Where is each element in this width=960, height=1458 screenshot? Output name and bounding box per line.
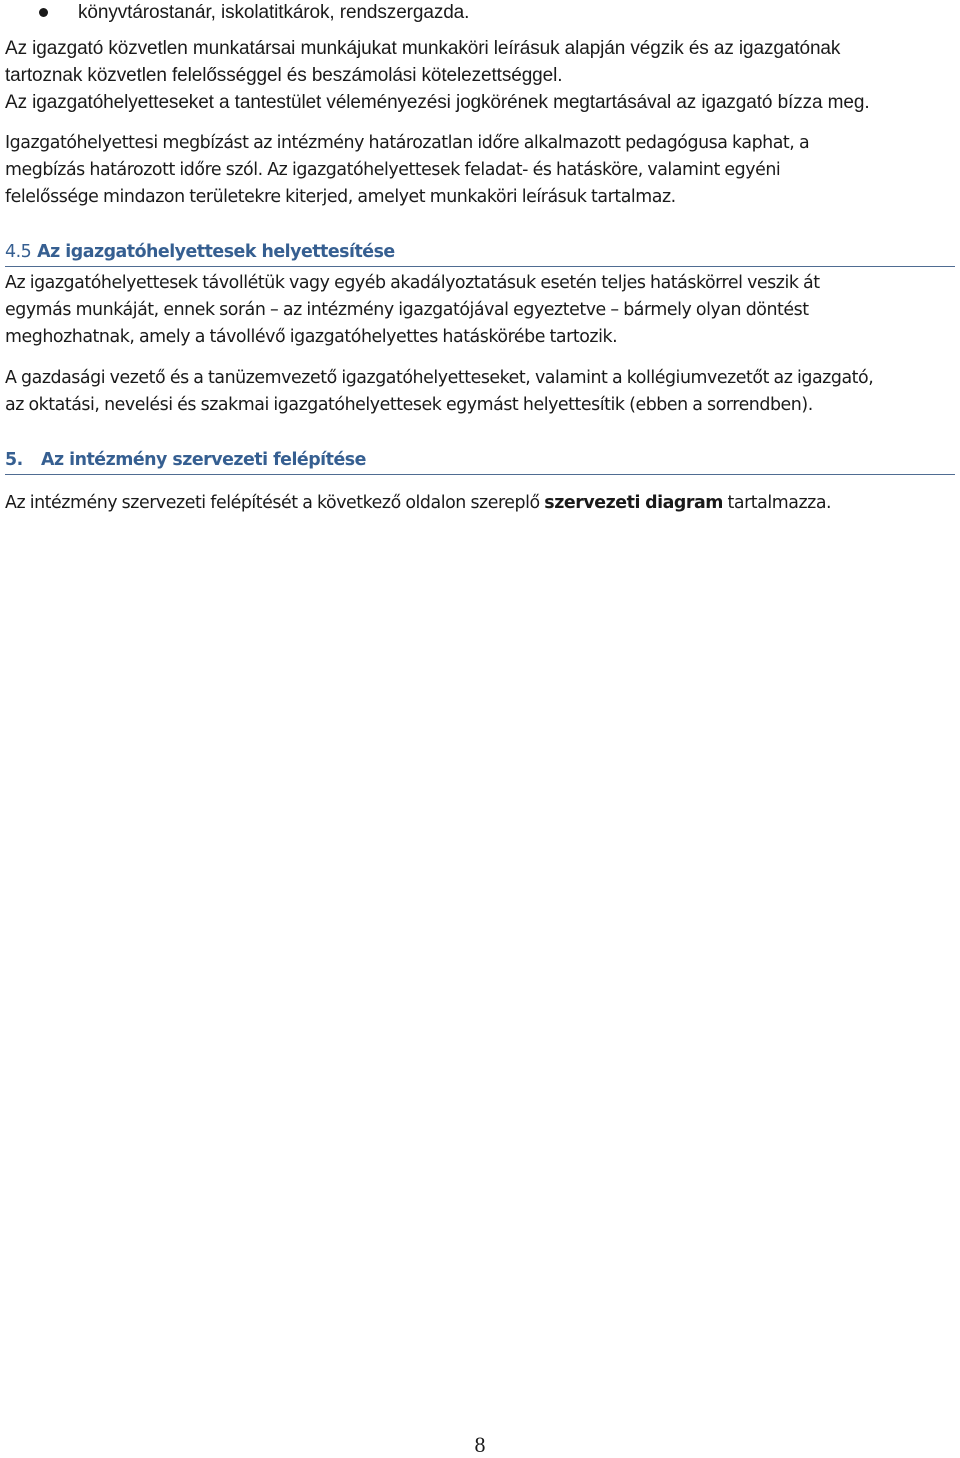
paragraph-line: tartoznak közvetlen felelősséggel és beszámolási kötelezettséggel.: [5, 65, 563, 86]
paragraph-deputy-substitution: [5, 270, 955, 351]
paragraph-line: felelőssége mindazon területekre kiterjed, amelyet munkaköri leírásuk tartalmaz.: [5, 187, 676, 207]
paragraph-line: meghozhatnak, amely a távollévő igazgatóhelyettes hatáskörébe tartozik.: [5, 327, 618, 347]
paragraph-line: Az igazgató közvetlen munkatársai munkájukat munkaköri leírásuk alapján végzik és az igazgatónak: [5, 38, 841, 59]
paragraph-text: Az intézmény szervezeti felépítését a következő oldalon szereplő: [5, 493, 545, 513]
paragraph-line: megbízás határozott időre szól. Az igazgatóhelyettesek feladat- és hatásköre, valamint egyéni: [5, 160, 781, 180]
paragraph-org-structure: [5, 490, 955, 517]
bullet-list-item: [5, 0, 955, 27]
paragraph-line: A gazdasági vezető és a tanüzemvezető igazgatóhelyetteseket, valamint a kollégiumvezetőt az igazgató,: [5, 368, 874, 388]
bullet-icon: [39, 8, 48, 17]
paragraph-line: Az igazgatóhelyettesek távollétük vagy egyéb akadályoztatásuk esetén teljes hatáskörrel veszik át: [5, 273, 820, 293]
section-title: Az intézmény szervezeti felépítése: [41, 450, 366, 470]
paragraph-substitution-order: [5, 365, 955, 419]
paragraph-line: egymás munkáját, ennek során – az intézmény igazgatójával egyeztetve – bármely olyan döntést: [5, 300, 809, 320]
page-number: 8: [474, 1432, 486, 1457]
paragraph-line: Az igazgatóhelyetteseket a tantestület véleményezési jogkörének megtartásával az igazgató bízza meg.: [5, 92, 870, 113]
section-number: 5.: [5, 450, 23, 470]
section-heading-5: [5, 448, 955, 475]
section-number: 4.5: [5, 242, 32, 262]
paragraph-line: Igazgatóhelyettesi megbízást az intézmény határozatlan időre alkalmazott pedagógusa kaphat, a: [5, 133, 810, 153]
paragraph-deputy-appointment: [5, 130, 955, 211]
paragraph-text: tartalmazza.: [722, 493, 832, 513]
paragraph-line: az oktatási, nevelési és szakmai igazgatóhelyettesek egymást helyettesítik (ebben a sorrendben).: [5, 395, 813, 415]
paragraph-emphasis: szervezeti diagram: [544, 493, 723, 513]
bullet-item-text: könyvtárostanár, iskolatitkárok, rendszergazda.: [78, 2, 470, 23]
section-title: Az igazgatóhelyettesek helyettesítése: [37, 242, 395, 262]
section-heading-4-5: [5, 240, 955, 267]
paragraph-staff-responsibility: [5, 35, 955, 116]
